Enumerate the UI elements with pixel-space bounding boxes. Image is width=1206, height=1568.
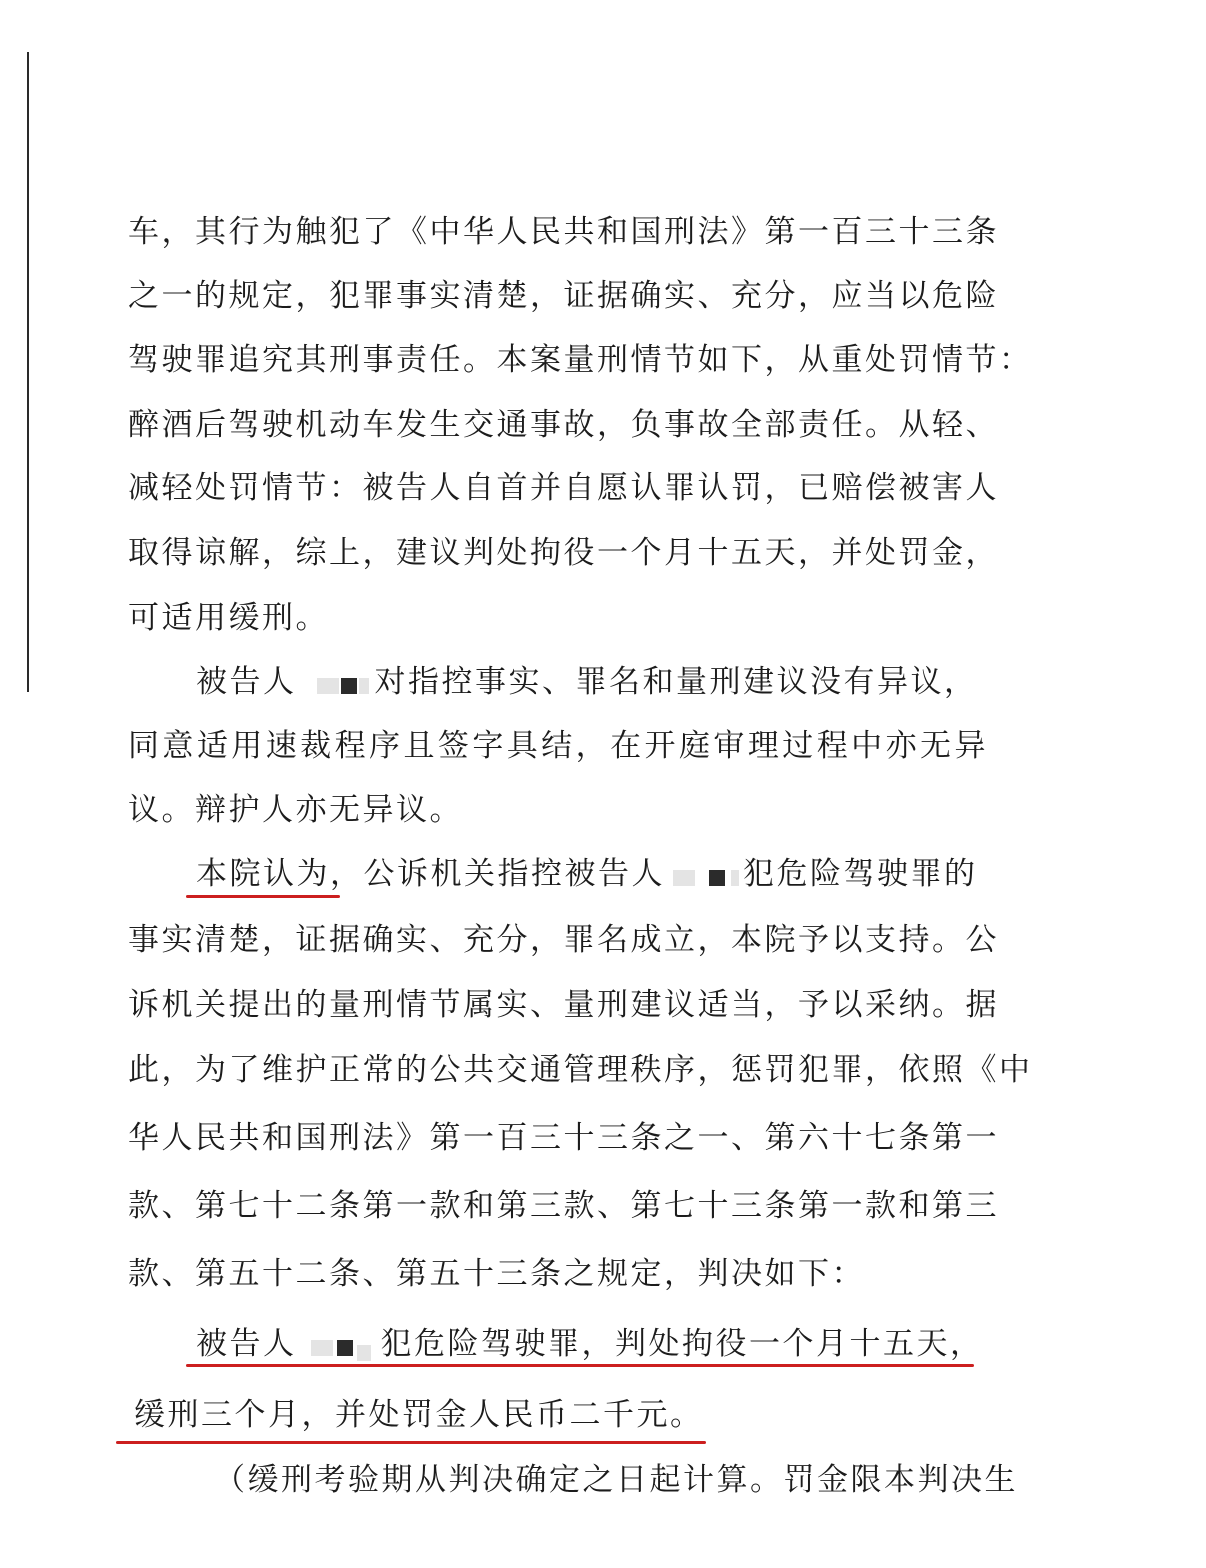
- text-line: 醉酒后驾驶机动车发生交通事故，负事故全部责任。从轻、: [128, 407, 999, 443]
- redacted-name: [297, 1333, 381, 1359]
- text-line: 同意适用速裁程序且签字具结，在开庭审理过程中亦无异: [128, 728, 988, 764]
- text-line: 取得谅解，综上，建议判处拘役一个月十五天，并处罚金，: [128, 535, 999, 571]
- text-segment: 公诉机关指控被告人: [363, 856, 665, 892]
- text-line: 减轻处罚情节：被告人自首并自愿认罪认罚，已赔偿被害人: [128, 470, 999, 506]
- scan-edge-line: [27, 52, 29, 692]
- text-line: 驾驶罪追究其刑事责任。本案量刑情节如下，从重处罚情节：: [128, 342, 1033, 378]
- text-segment: 犯危险驾驶罪，判处拘役一个月十五天，: [380, 1326, 984, 1362]
- red-underline: [116, 1441, 706, 1444]
- defendant-label: 被告人: [196, 664, 297, 700]
- text-line: 款、第七十二条第一款和第三款、第七十三条第一款和第三: [128, 1188, 999, 1224]
- redacted-name: [665, 863, 743, 889]
- text-line: 车，其行为触犯了《中华人民共和国刑法》第一百三十三条: [128, 214, 999, 250]
- text-line: 华人民共和国刑法》第一百三十三条之一、第六十七条第一: [128, 1120, 999, 1156]
- text-line: [196, 662, 988, 702]
- red-underline: [186, 1364, 974, 1367]
- text-line: [196, 854, 988, 894]
- text-line: 款、第五十二条、第五十三条之规定，判决如下：: [128, 1256, 865, 1292]
- text-line: 诉机关提出的量刑情节属实、量刑建议适当，予以采纳。据: [128, 987, 999, 1023]
- red-underline: [186, 895, 340, 898]
- defendant-label: 被告人: [196, 1326, 297, 1362]
- text-line: 之一的规定，犯罪事实清楚，证据确实、充分，应当以危险: [128, 278, 999, 314]
- court-opinion-label: 本院认为，: [196, 856, 364, 892]
- redacted-name: [297, 671, 375, 697]
- text-line: （缓刑考验期从判决确定之日起计算。罚金限本判决生: [214, 1462, 1018, 1498]
- text-line: 此，为了维护正常的公共交通管理秩序，惩罚犯罪，依照《中: [128, 1052, 1033, 1088]
- text-line: 可适用缓刑。: [128, 600, 329, 636]
- text-line: 缓刑三个月，并处罚金人民币二千元。: [134, 1397, 704, 1433]
- text-line: [196, 1324, 988, 1364]
- text-segment: 犯危险驾驶罪的: [743, 856, 978, 892]
- text-line: 事实清楚，证据确实、充分，罪名成立，本院予以支持。公: [128, 922, 999, 958]
- text-segment: 对指控事实、罪名和量刑建议没有异议，: [374, 664, 978, 700]
- text-line: 议。辩护人亦无异议。: [128, 792, 463, 828]
